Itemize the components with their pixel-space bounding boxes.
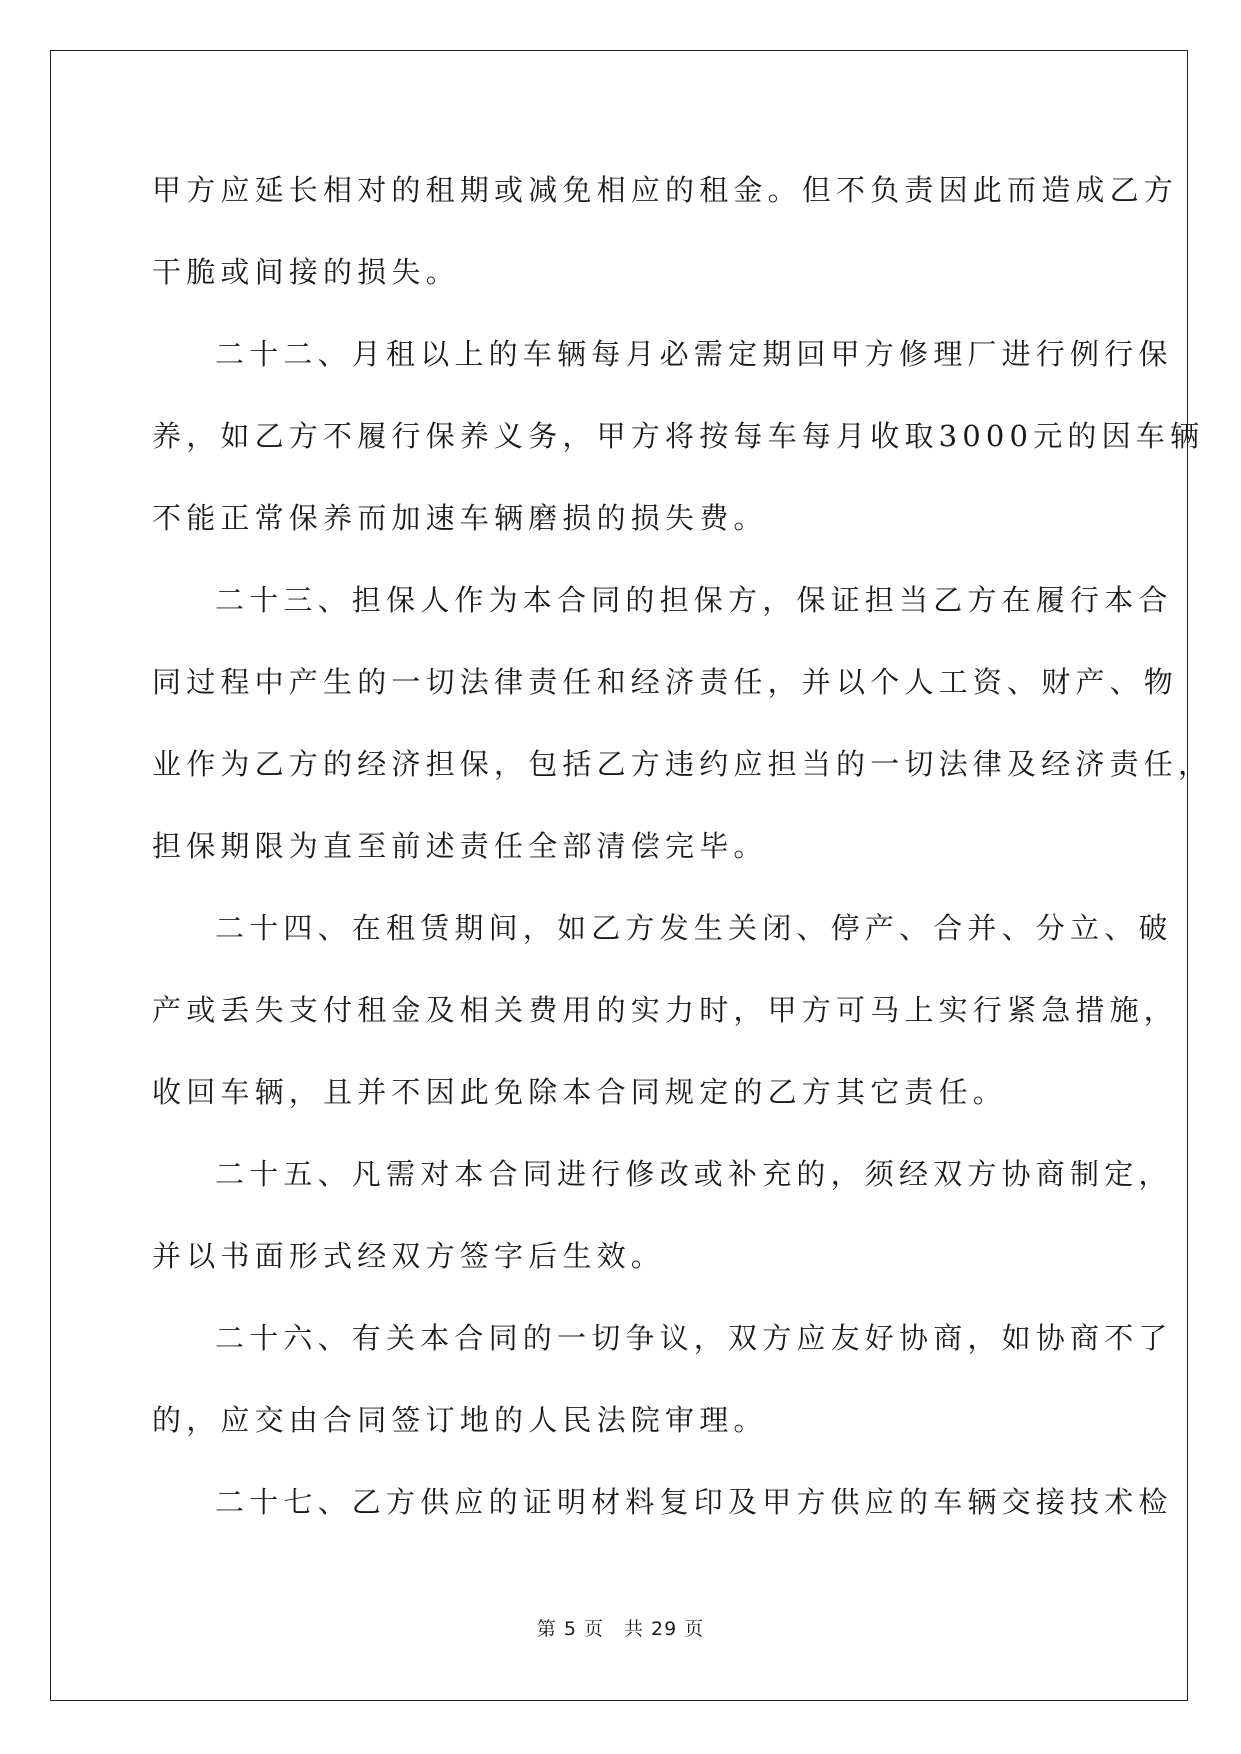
- text-line: 的，应交由合同签订地的人民法院审理。: [152, 1403, 768, 1437]
- text-line: 业作为乙方的经济担保，包括乙方违约应担当的一切法律及经济责任，: [152, 747, 1213, 781]
- text-line: 二十四、在租赁期间，如乙方发生关闭、停产、合并、分立、破: [215, 911, 1173, 945]
- document-body: [152, 162, 1213, 1556]
- text-line: 并以书面形式经双方签字后生效。: [152, 1239, 666, 1273]
- text-line: 养，如乙方不履行保养义务，甲方将按每车每月收取3000元的因车辆: [152, 419, 1205, 453]
- text-line: 同过程中产生的一切法律责任和经济责任，并以个人工资、财产、物: [152, 665, 1179, 699]
- text-line: 甲方应延长相对的租期或减免相应的租金。但不负责因此而造成乙方: [152, 173, 1179, 207]
- text-line: 不能正常保养而加速车辆磨损的损失费。: [152, 501, 768, 535]
- text-line: 二十五、凡需对本合同进行修改或补充的，须经双方协商制定，: [215, 1157, 1173, 1191]
- text-line: 二十二、月租以上的车辆每月必需定期回甲方修理厂进行例行保: [215, 337, 1173, 371]
- text-line: 二十七、乙方供应的证明材料复印及甲方供应的车辆交接技术检: [215, 1485, 1173, 1519]
- text-line: 二十三、担保人作为本合同的担保方，保证担当乙方在履行本合: [215, 583, 1173, 617]
- text-line: 干脆或间接的损失。: [152, 255, 460, 289]
- text-line: 担保期限为直至前述责任全部清偿完毕。: [152, 829, 768, 863]
- page-number-footer: 第 5 页 共 29 页: [536, 1618, 705, 1640]
- text-line: 产或丢失支付租金及相关费用的实力时，甲方可马上实行紧急措施，: [152, 993, 1179, 1027]
- text-line: 收回车辆，且并不因此免除本合同规定的乙方其它责任。: [152, 1075, 1008, 1109]
- text-line: 二十六、有关本合同的一切争议，双方应友好协商，如协商不了: [215, 1321, 1173, 1355]
